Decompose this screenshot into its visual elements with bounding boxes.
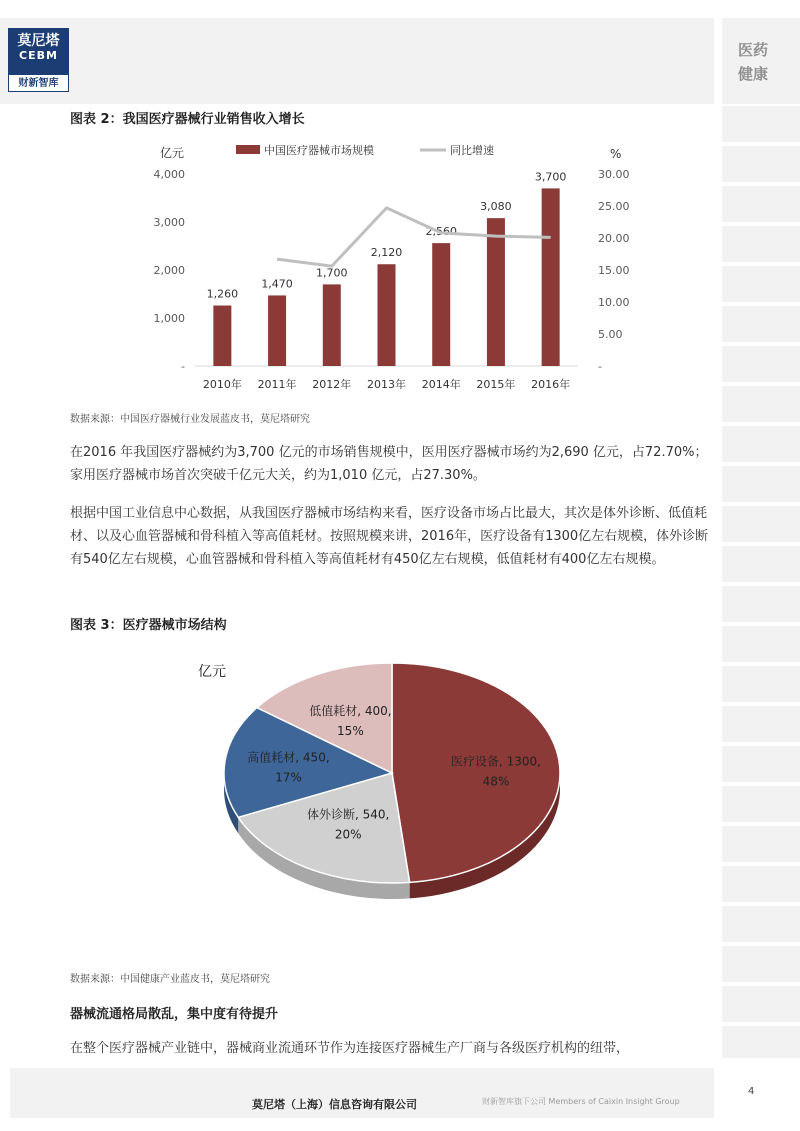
bar-data-label: 1,700 — [316, 266, 348, 280]
growth-line — [277, 208, 551, 266]
y-tick-label-right: 15.00 — [598, 264, 630, 277]
right-decorative-rail — [722, 106, 800, 1058]
section-heading: 器械流通格局散乱，集中度有待提升 — [70, 1007, 279, 1022]
y-tick-label-right: 10.00 — [598, 296, 630, 309]
pie-slice-percent: 15% — [337, 723, 364, 738]
figure2-title: 图表 2：我国医疗器械行业销售收入增长 — [70, 112, 305, 127]
bar — [378, 264, 396, 366]
x-tick-label: 2016年 — [531, 378, 571, 391]
bar — [542, 188, 560, 366]
legend-swatch-bar — [236, 145, 260, 154]
legend-label-line: 同比增速 — [450, 144, 494, 157]
x-tick-label: 2010年 — [202, 378, 242, 391]
x-tick-label: 2014年 — [421, 378, 461, 391]
logo-text-caixin: 财新智库 — [8, 74, 69, 92]
logo-text-en: CEBM — [19, 49, 58, 62]
y-tick-label-right: 5.00 — [598, 328, 623, 341]
sector-label-line1: 医药 — [737, 41, 768, 59]
y-axis-unit-right: % — [610, 147, 622, 161]
bar — [213, 306, 231, 366]
y-tick-label-left: - — [181, 360, 185, 373]
bar-data-label: 1,470 — [261, 277, 293, 291]
header-band — [0, 18, 714, 104]
market-structure-pie — [180, 650, 580, 950]
figure2-source: 数据来源：中国医疗器械行业发展蓝皮书，莫尼塔研究 — [70, 414, 310, 425]
footer-company: 莫尼塔（上海）信息咨询有限公司 — [252, 1098, 417, 1111]
y-tick-label-left: 3,000 — [153, 216, 185, 229]
y-axis-unit-left: 亿元 — [160, 146, 185, 160]
x-tick-label: 2012年 — [312, 378, 352, 391]
y-tick-label-left: 2,000 — [153, 264, 185, 277]
footer-member: 财新智库旗下公司 Members of Caixin Insight Group — [482, 1097, 680, 1106]
figure3-title: 图表 3：医疗器械市场结构 — [70, 618, 227, 633]
logo-text-cn: 莫尼塔 — [17, 33, 60, 49]
sector-label — [722, 38, 784, 86]
paragraph-3: 在整个医疗器械产业链中，器械商业流通环节作为连接医疗器械生产厂商与各级医疗机构的纽带， — [70, 1041, 630, 1056]
page-number: 4 — [748, 1086, 755, 1097]
pie-slice-percent: 17% — [275, 770, 302, 785]
bar — [432, 243, 450, 366]
paragraph-1: 在2016 年我国医疗器械约为3,700 亿元的市场销售规模中，医用医疗器械市场约为2,690 亿元，占72.70%；家用医疗器械市场首次突破千亿元大关，约为1,010 亿元，占27.30%。 — [70, 445, 708, 483]
bar — [487, 218, 505, 366]
sector-label-line2: 健康 — [737, 65, 768, 83]
pie-slice-percent: 48% — [482, 774, 510, 789]
pie-slice-percent: 20% — [334, 827, 362, 842]
company-logo — [8, 28, 69, 92]
bar-data-label: 2,120 — [370, 246, 403, 260]
y-tick-label-right: 30.00 — [598, 168, 630, 181]
y-tick-label-right: - — [598, 360, 602, 373]
pie-slice-label: 体外诊断, 540, — [306, 807, 390, 822]
pie-slice — [392, 663, 560, 882]
x-tick-label: 2015年 — [476, 378, 516, 391]
x-tick-label: 2011年 — [257, 378, 297, 391]
bar-data-label: 3,080 — [480, 200, 512, 214]
x-tick-label: 2013年 — [367, 378, 406, 391]
y-tick-label-left: 4,000 — [153, 168, 185, 181]
bar — [323, 284, 341, 366]
bar-data-label: 2,560 — [425, 225, 457, 239]
bar — [268, 295, 286, 366]
y-tick-label-right: 25.00 — [598, 200, 630, 213]
pie-unit-label: 亿元 — [198, 664, 226, 680]
pie-slice-label: 高值耗材, 450, — [247, 750, 330, 765]
y-tick-label-right: 20.00 — [598, 232, 630, 245]
bar-data-label: 3,700 — [534, 170, 567, 184]
bar-data-label: 1,260 — [206, 287, 239, 301]
paragraph-2: 根据中国工业信息中心数据，从我国医疗器械市场结构来看，医疗设备市场占比最大，其次是体外诊断、低值耗材、以及心血管器械和骨科植入等高值耗材。按照规模来讲，2016年，医疗设备有1300亿左右规模，体外诊断有540亿左右规模，心血管器械和骨科植入等高值耗材有450亿左右规模，低值耗材有400亿左右规模。 — [70, 506, 709, 567]
pie-slice-label: 低值耗材, 400, — [309, 703, 392, 718]
pie-slice-label: 医疗设备, 1300, — [451, 754, 542, 769]
figure3-source: 数据来源：中国健康产业蓝皮书，莫尼塔研究 — [70, 974, 270, 985]
legend-label-bar: 中国医疗器械市场规模 — [264, 144, 374, 157]
y-tick-label-left: 1,000 — [153, 312, 185, 325]
revenue-growth-chart — [140, 138, 700, 400]
